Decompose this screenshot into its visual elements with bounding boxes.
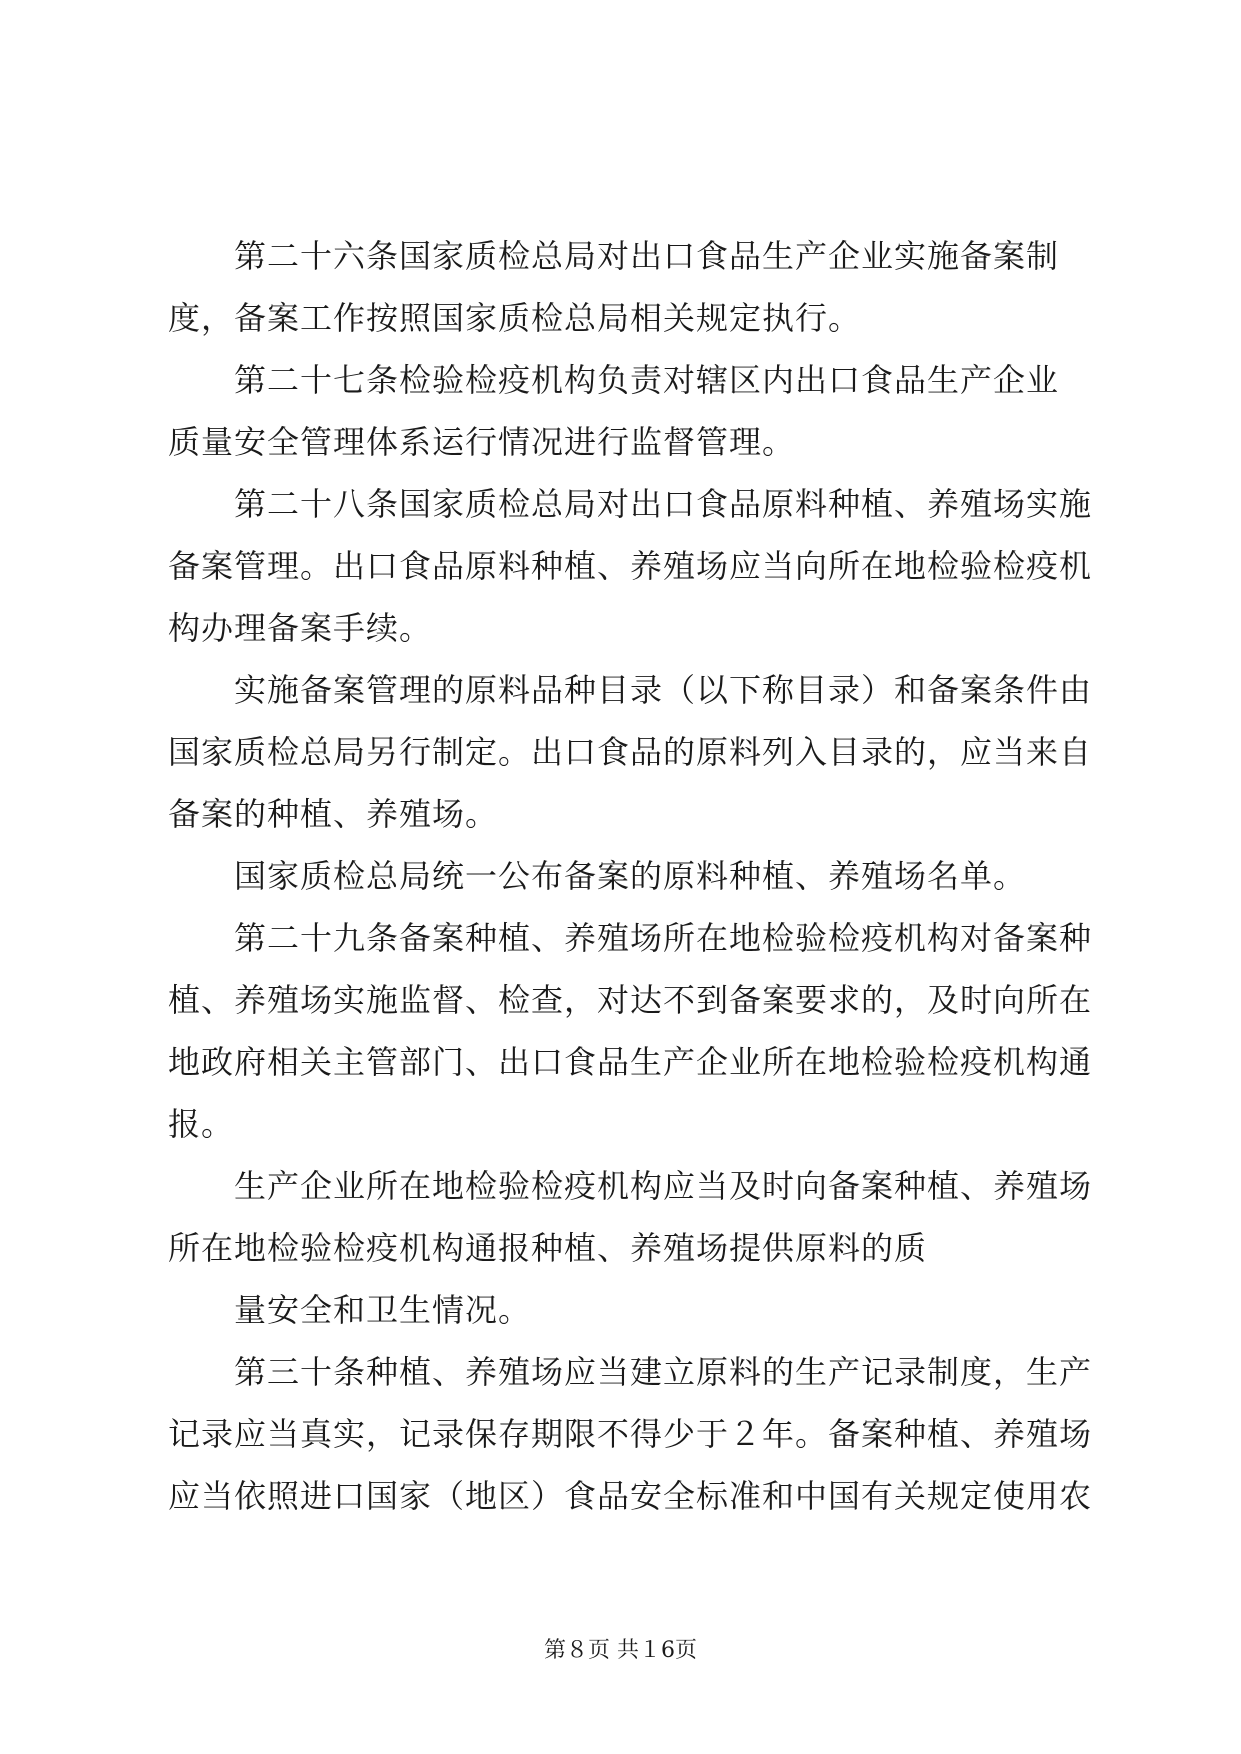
text-line: 度，备案工作按照国家质检总局相关规定执行。 bbox=[168, 299, 862, 337]
text-line: 质量安全管理体系运行情况进行监督管理。 bbox=[168, 423, 796, 461]
text-line: 第二十七条检验检疫机构负责对辖区内出口食品生产企业 bbox=[234, 361, 1060, 399]
text-line: 第二十九条备案种植、养殖场所在地检验检疫机构对备案种 bbox=[234, 919, 1093, 957]
text-line: 所在地检验检疫机构通报种植、养殖场提供原料的质 bbox=[168, 1229, 928, 1267]
text-line: 植、养殖场实施监督、检查，对达不到备案要求的，及时向所在 bbox=[168, 981, 1093, 1019]
text-line: 量安全和卫生情况。 bbox=[234, 1291, 532, 1329]
text-line: 实施备案管理的原料品种目录（以下称目录）和备案条件由 bbox=[234, 671, 1093, 709]
text-line: 地政府相关主管部门、出口食品生产企业所在地检验检疫机构通 bbox=[168, 1043, 1093, 1081]
text-line: 备案管理。出口食品原料种植、养殖场应当向所在地检验检疫机 bbox=[168, 547, 1093, 585]
text-line: 备案的种植、养殖场。 bbox=[168, 795, 499, 833]
text-line: 应当依照进口国家（地区）食品安全标准和中国有关规定使用农 bbox=[168, 1477, 1093, 1515]
text-line: 第二十八条国家质检总局对出口食品原料种植、养殖场实施 bbox=[234, 485, 1093, 523]
text-line: 国家质检总局另行制定。出口食品的原料列入目录的，应当来自 bbox=[168, 733, 1093, 771]
text-line: 第二十六条国家质检总局对出口食品生产企业实施备案制 bbox=[234, 237, 1060, 275]
text-line: 记录应当真实，记录保存期限不得少于２年。备案种植、养殖场 bbox=[168, 1415, 1093, 1453]
text-line: 第三十条种植、养殖场应当建立原料的生产记录制度，生产 bbox=[234, 1353, 1093, 1391]
page-footer: 第８页 共１6页 bbox=[544, 1638, 697, 1663]
text-line: 报。 bbox=[168, 1105, 235, 1143]
text-line: 构办理备案手续。 bbox=[168, 609, 433, 647]
text-line: 国家质检总局统一公布备案的原料种植、养殖场名单。 bbox=[234, 857, 1027, 895]
text-line: 生产企业所在地检验检疫机构应当及时向备案种植、养殖场 bbox=[234, 1167, 1093, 1205]
